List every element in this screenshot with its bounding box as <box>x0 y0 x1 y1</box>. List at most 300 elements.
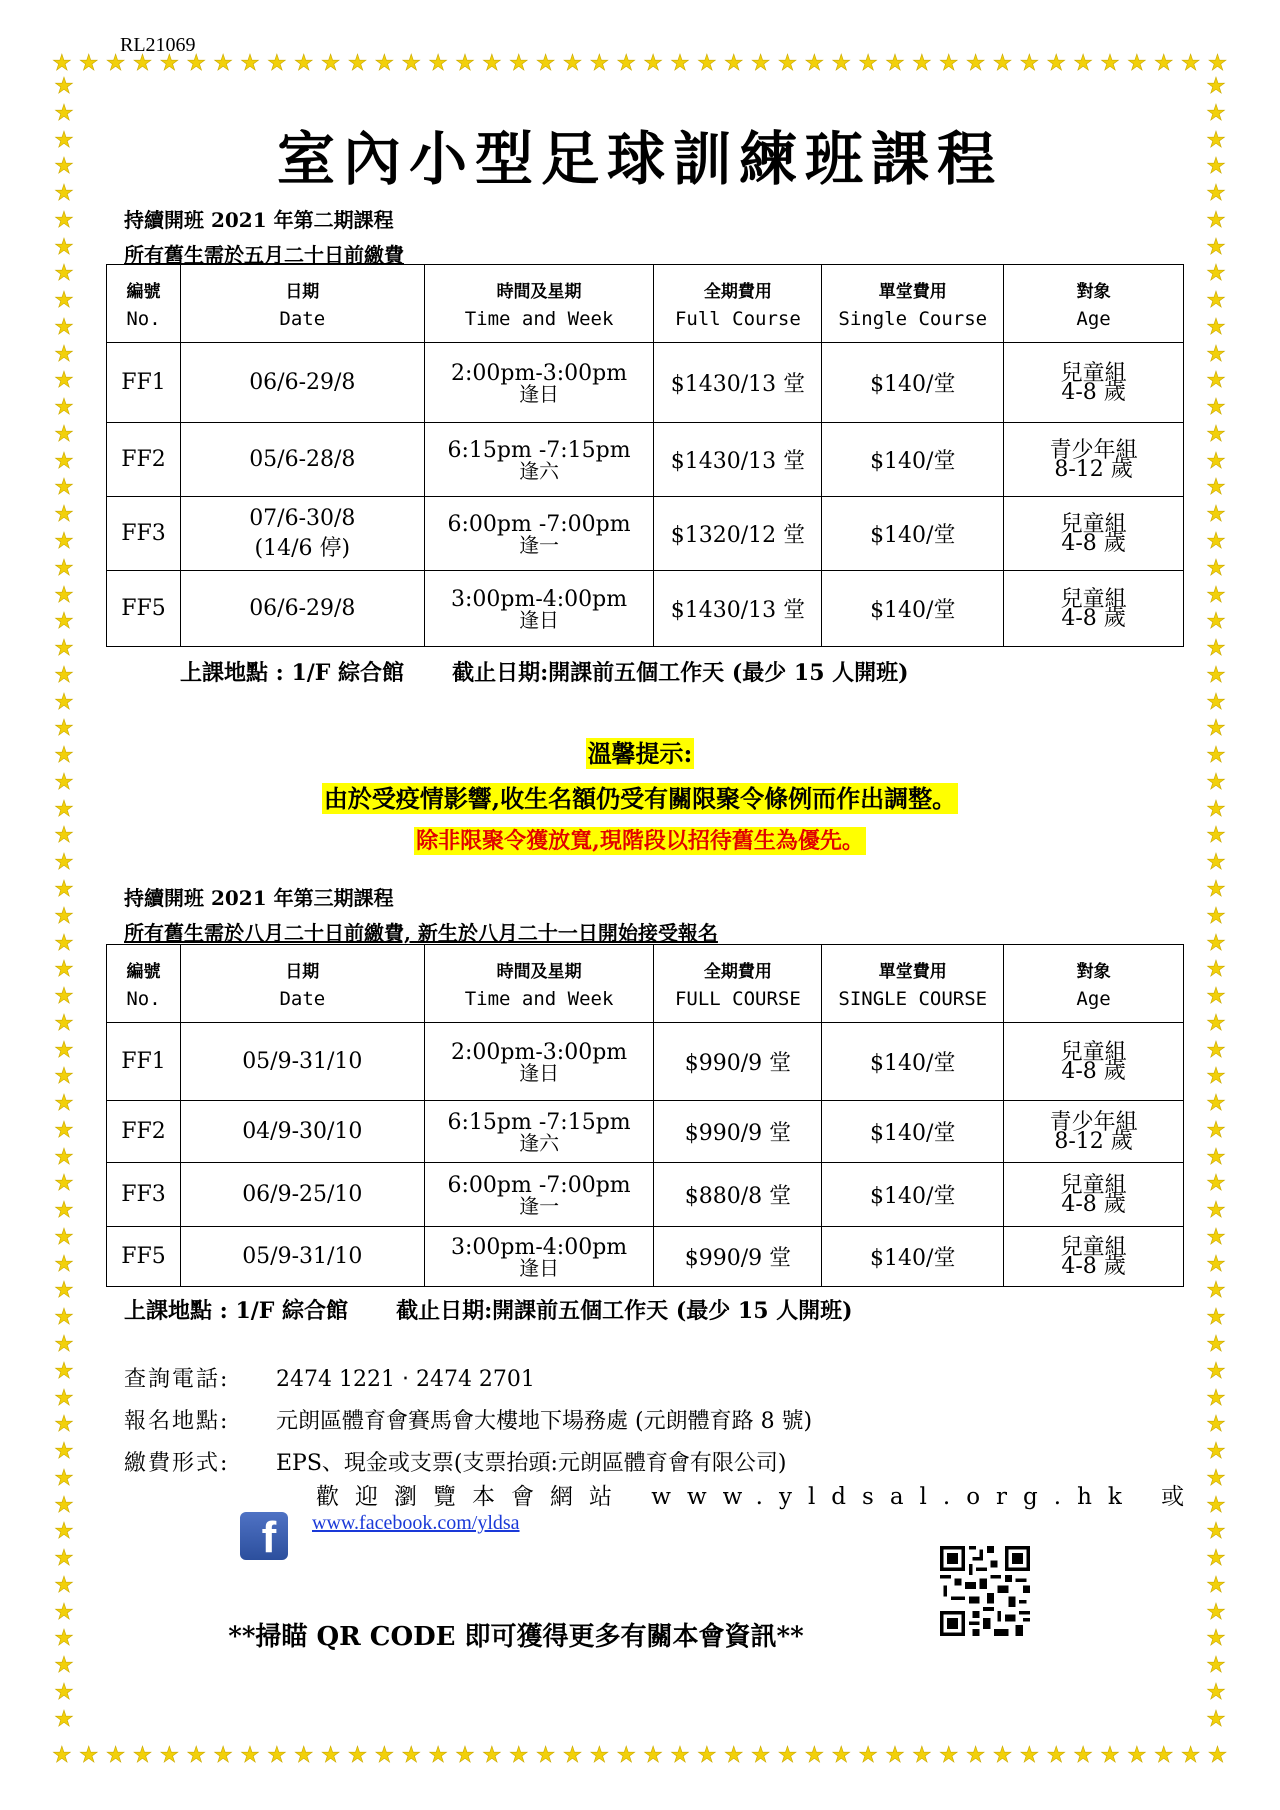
star-icon: ★ <box>1206 1519 1226 1545</box>
star-icon: ★ <box>54 823 74 849</box>
time-range: 3:00pm-4:00pm <box>450 586 628 612</box>
star-icon: ★ <box>240 1743 260 1768</box>
star-icon: ★ <box>54 207 74 233</box>
star-icon: ★ <box>777 1743 798 1768</box>
course-time <box>424 571 654 647</box>
header-date-en: Date <box>279 308 326 330</box>
course-time <box>424 1101 654 1163</box>
star-icon: ★ <box>723 51 744 76</box>
weekday: 逢一 <box>519 532 560 557</box>
star-icon: ★ <box>320 51 341 76</box>
weekday: 逢日 <box>519 607 560 632</box>
table-row <box>107 1227 1184 1287</box>
weekday: 逢六 <box>519 458 560 483</box>
course-code: FF3 <box>107 497 181 571</box>
star-icon: ★ <box>347 51 368 76</box>
star-icon: ★ <box>723 1743 744 1768</box>
star-icon: ★ <box>54 529 74 555</box>
course-date <box>180 571 424 647</box>
star-icon: ★ <box>1206 1412 1226 1438</box>
age-range: 4-8 歲 <box>1061 605 1126 631</box>
star-icon: ★ <box>54 421 74 447</box>
star-icon: ★ <box>1206 1706 1226 1732</box>
star-icon: ★ <box>992 1743 1013 1768</box>
star-icon: ★ <box>78 1743 99 1768</box>
age-range: 4-8 歲 <box>1061 379 1126 405</box>
star-icon: ★ <box>54 1278 74 1304</box>
star-icon: ★ <box>54 1144 74 1170</box>
star-icon: ★ <box>293 51 314 76</box>
star-icon: ★ <box>54 1599 74 1625</box>
header-no-en: No. <box>126 308 161 330</box>
course-code: FF3 <box>107 1163 181 1227</box>
course-time <box>424 423 654 497</box>
star-icon: ★ <box>54 555 74 581</box>
star-icon: ★ <box>54 1385 74 1411</box>
document-reference: RL21069 <box>120 34 196 56</box>
star-icon: ★ <box>1073 51 1093 76</box>
footer-qr-note: **掃瞄 QR CODE 即可獲得更多有關本會資訊** <box>228 1622 804 1652</box>
star-icon: ★ <box>1206 1626 1226 1652</box>
age-range: 4-8 歲 <box>1061 1191 1126 1217</box>
star-icon: ★ <box>1206 689 1226 715</box>
age-group <box>1004 1227 1184 1287</box>
star-icon: ★ <box>1206 448 1226 474</box>
star-icon: ★ <box>54 1492 74 1518</box>
star-icon: ★ <box>54 609 74 635</box>
star-icon: ★ <box>858 51 878 76</box>
group-name: 兒童組 <box>1060 1172 1127 1198</box>
header-single-zh: 單堂費用 <box>878 282 947 302</box>
star-icon: ★ <box>159 51 180 76</box>
star-icon: ★ <box>1206 582 1226 608</box>
star-icon: ★ <box>401 51 422 76</box>
star-icon: ★ <box>482 1743 502 1768</box>
star-icon: ★ <box>54 689 74 715</box>
star-icon: ★ <box>320 1743 341 1768</box>
star-icon: ★ <box>508 51 529 76</box>
star-icon: ★ <box>1206 502 1226 528</box>
star-icon: ★ <box>54 930 74 956</box>
star-icon: ★ <box>54 662 74 688</box>
address-line <box>124 1404 812 1435</box>
star-icon: ★ <box>54 1091 74 1117</box>
star-icon: ★ <box>213 51 233 76</box>
star-icon: ★ <box>54 74 74 99</box>
age-group <box>1004 423 1184 497</box>
star-icon: ★ <box>54 984 74 1010</box>
star-icon: ★ <box>54 341 74 367</box>
star-icon: ★ <box>589 1743 610 1768</box>
address-text: 元朗區體育會賽馬會大樓地下場務處 (元朗體育路 8 號) <box>276 1409 813 1434</box>
age-group <box>1004 497 1184 571</box>
star-icon: ★ <box>54 1331 74 1357</box>
star-icon: ★ <box>293 1743 314 1768</box>
star-icon: ★ <box>105 1743 126 1768</box>
header-time-zh: 時間及星期 <box>496 962 582 982</box>
star-icon: ★ <box>1206 555 1226 581</box>
star-icon: ★ <box>1206 1385 1226 1411</box>
header-date-en: Date <box>279 988 326 1010</box>
star-icon: ★ <box>1206 609 1226 635</box>
star-icon: ★ <box>1206 1599 1226 1625</box>
star-icon: ★ <box>1180 1743 1201 1768</box>
full-course-fee: $990/9 堂 <box>654 1227 822 1287</box>
table-row <box>107 497 1184 571</box>
star-icon: ★ <box>1206 368 1226 394</box>
age-group <box>1004 343 1184 423</box>
table-row <box>107 1101 1184 1163</box>
group-name: 兒童組 <box>1060 511 1127 537</box>
group-name: 青少年組 <box>1049 1109 1138 1135</box>
header-no <box>107 265 181 343</box>
term3-venue-line <box>124 1294 853 1325</box>
star-icon: ★ <box>885 1743 905 1768</box>
single-course-fee: $140/堂 <box>822 423 1004 497</box>
term3-payment-note: 所有舊生需於八月二十日前繳費, 新生於八月二十一日開始接受報名 <box>124 921 718 945</box>
star-icon: ★ <box>1127 1743 1147 1768</box>
group-name: 兒童組 <box>1060 360 1127 386</box>
table-row <box>107 1023 1184 1101</box>
star-icon: ★ <box>670 51 690 76</box>
header-age-en: Age <box>1076 988 1111 1010</box>
star-icon: ★ <box>965 1743 986 1768</box>
star-icon: ★ <box>54 1412 74 1438</box>
star-icon: ★ <box>132 1743 153 1768</box>
facebook-link[interactable]: www.facebook.com/yldsa <box>312 1512 520 1534</box>
date-range: 04/9-30/10 <box>242 1119 363 1144</box>
term3-title: 持續開班 2021 年第三期課程 <box>124 886 394 910</box>
star-icon: ★ <box>1100 51 1120 76</box>
star-icon: ★ <box>54 368 74 394</box>
term2-payment-note: 所有舊生需於五月二十日前繳費 <box>124 243 404 267</box>
star-icon: ★ <box>54 1358 74 1384</box>
star-icon: ★ <box>1206 421 1226 447</box>
date-range: 05/9-31/10 <box>242 1244 363 1269</box>
star-icon: ★ <box>1206 1278 1226 1304</box>
star-icon: ★ <box>54 448 74 474</box>
star-icon: ★ <box>938 1743 959 1768</box>
star-icon: ★ <box>1206 930 1226 956</box>
star-icon: ★ <box>54 100 74 126</box>
age-range: 4-8 歲 <box>1061 1058 1126 1084</box>
page-title: 室內小型足球訓練班課程 <box>276 125 1003 193</box>
header-no-zh: 編號 <box>126 962 161 982</box>
star-icon: ★ <box>912 51 932 76</box>
star-icon: ★ <box>1206 957 1226 983</box>
course-date <box>180 343 424 423</box>
notice-box <box>0 734 1280 855</box>
star-icon: ★ <box>374 51 395 76</box>
star-icon: ★ <box>1127 51 1147 76</box>
star-icon: ★ <box>54 957 74 983</box>
age-range: 8-12 歲 <box>1054 456 1133 482</box>
star-icon: ★ <box>455 51 475 76</box>
course-date <box>180 497 424 571</box>
term2-table <box>106 264 1184 647</box>
star-icon: ★ <box>54 1198 74 1224</box>
star-icon: ★ <box>1019 51 1040 76</box>
star-icon: ★ <box>455 1743 475 1768</box>
star-icon: ★ <box>804 1743 825 1768</box>
star-icon: ★ <box>1206 1251 1226 1277</box>
star-icon: ★ <box>750 1743 771 1768</box>
term2-deadline: 截止日期:開課前五個工作天 (最少 15 人開班) <box>452 660 909 686</box>
star-icon: ★ <box>54 876 74 902</box>
age-group <box>1004 571 1184 647</box>
star-icon: ★ <box>1206 314 1226 340</box>
weekday: 逢一 <box>519 1193 560 1218</box>
star-icon: ★ <box>54 1439 74 1465</box>
full-course-fee: $1430/13 堂 <box>654 343 822 423</box>
full-course-fee: $1320/12 堂 <box>654 497 822 571</box>
star-icon: ★ <box>54 1037 74 1063</box>
star-icon: ★ <box>54 1706 74 1732</box>
star-icon: ★ <box>1206 1064 1226 1090</box>
star-icon: ★ <box>1206 796 1226 822</box>
header-age-zh: 對象 <box>1076 282 1111 302</box>
star-icon: ★ <box>1206 207 1226 233</box>
single-course-fee: $140/堂 <box>822 1101 1004 1163</box>
star-icon: ★ <box>54 769 74 795</box>
star-icon: ★ <box>54 395 74 421</box>
facebook-icon[interactable]: f <box>240 1512 288 1560</box>
star-icon: ★ <box>1206 1117 1226 1143</box>
course-code: FF2 <box>107 1101 181 1163</box>
star-icon: ★ <box>697 51 717 76</box>
star-icon: ★ <box>1206 1037 1226 1063</box>
full-course-fee: $990/9 堂 <box>654 1023 822 1101</box>
star-icon: ★ <box>1206 1492 1226 1518</box>
star-icon: ★ <box>697 1743 717 1768</box>
age-range: 8-12 歲 <box>1054 1128 1133 1154</box>
star-icon: ★ <box>54 1546 74 1572</box>
star-icon: ★ <box>535 1743 556 1768</box>
term3-deadline: 截止日期:開課前五個工作天 (最少 15 人開班) <box>396 1298 853 1324</box>
phone-label: 查詢電話: <box>124 1367 230 1392</box>
star-icon: ★ <box>54 1572 74 1598</box>
star-icon: ★ <box>1206 1091 1226 1117</box>
star-icon: ★ <box>965 51 986 76</box>
star-icon: ★ <box>1206 984 1226 1010</box>
star-icon: ★ <box>54 1010 74 1036</box>
star-border-right <box>1204 76 1228 1731</box>
star-icon: ★ <box>858 1743 878 1768</box>
star-icon: ★ <box>750 51 771 76</box>
star-icon: ★ <box>1046 1743 1067 1768</box>
group-name: 兒童組 <box>1060 586 1127 612</box>
course-code: FF1 <box>107 1023 181 1101</box>
course-code: FF1 <box>107 343 181 423</box>
star-icon: ★ <box>1207 51 1228 76</box>
star-icon: ★ <box>1206 903 1226 929</box>
star-icon: ★ <box>1206 261 1226 287</box>
header-full-en: Full Course <box>674 308 801 330</box>
star-icon: ★ <box>885 51 905 76</box>
star-icon: ★ <box>54 903 74 929</box>
star-icon: ★ <box>54 288 74 314</box>
website-line: 歡迎瀏覽本會網站 www.yldsal.org.hk 或 <box>316 1484 1201 1510</box>
table-row <box>107 1163 1184 1227</box>
age-group <box>1004 1163 1184 1227</box>
notice-line-1: 由於受疫情影響,收生名額仍受有關限聚令條例而作出調整。 <box>323 784 957 813</box>
star-icon: ★ <box>1153 51 1174 76</box>
header-age-en: Age <box>1076 308 1111 330</box>
header-full-zh: 全期費用 <box>703 282 772 302</box>
star-icon: ★ <box>347 1743 368 1768</box>
star-icon: ★ <box>54 1519 74 1545</box>
star-icon: ★ <box>616 1743 637 1768</box>
star-icon: ★ <box>54 127 74 153</box>
star-icon: ★ <box>54 582 74 608</box>
time-range: 3:00pm-4:00pm <box>451 1234 628 1260</box>
star-icon: ★ <box>54 261 74 287</box>
star-icon: ★ <box>1206 100 1226 126</box>
star-icon: ★ <box>132 51 153 76</box>
weekday: 逢日 <box>519 381 560 406</box>
course-code: FF2 <box>107 423 181 497</box>
star-icon: ★ <box>267 51 287 76</box>
star-icon: ★ <box>643 51 663 76</box>
date-range: 05/6-28/8 <box>249 447 356 472</box>
course-time <box>424 497 654 571</box>
payment-label: 繳費形式: <box>124 1451 230 1476</box>
star-icon: ★ <box>1206 1331 1226 1357</box>
weekday: 逢六 <box>519 1130 560 1155</box>
course-code: FF5 <box>107 571 181 647</box>
star-icon: ★ <box>186 1743 207 1768</box>
star-icon: ★ <box>535 51 556 76</box>
star-icon: ★ <box>1206 1439 1226 1465</box>
header-date-zh: 日期 <box>285 962 320 982</box>
star-icon: ★ <box>1206 1171 1226 1197</box>
time-range: 6:00pm -7:00pm <box>447 511 631 537</box>
term2-venue-line <box>180 656 909 687</box>
age-group <box>1004 1023 1184 1101</box>
star-icon: ★ <box>1206 743 1226 769</box>
date-range: 06/6-29/8 <box>249 596 356 621</box>
course-code: FF5 <box>107 1227 181 1287</box>
single-course-fee: $140/堂 <box>822 1023 1004 1101</box>
course-date <box>180 423 424 497</box>
star-icon: ★ <box>1206 529 1226 555</box>
single-course-fee: $140/堂 <box>822 1227 1004 1287</box>
date-range: 06/9-25/10 <box>242 1182 363 1207</box>
notice-line-2: 除非限聚令獲放寬,現階段以招待舊生為優先。 <box>416 828 864 854</box>
star-icon: ★ <box>1207 1743 1228 1768</box>
time-range: 6:15pm -7:15pm <box>447 437 631 463</box>
header-time-en: Time and Week <box>464 308 614 330</box>
date-range: 07/6-30/8 <box>249 505 356 531</box>
star-icon: ★ <box>1073 1743 1093 1768</box>
header-date-zh: 日期 <box>285 282 320 302</box>
star-icon: ★ <box>54 1305 74 1331</box>
header-age-zh: 對象 <box>1076 962 1111 982</box>
star-icon: ★ <box>54 154 74 180</box>
age-range: 4-8 歲 <box>1061 1253 1126 1279</box>
date-range: 06/6-29/8 <box>249 370 356 395</box>
star-icon: ★ <box>1206 850 1226 876</box>
star-icon: ★ <box>54 1251 74 1277</box>
full-course-fee: $1430/13 堂 <box>654 423 822 497</box>
group-name: 青少年組 <box>1049 437 1138 463</box>
star-icon: ★ <box>1180 51 1201 76</box>
star-icon: ★ <box>401 1743 422 1768</box>
full-course-fee: $1430/13 堂 <box>654 571 822 647</box>
star-icon: ★ <box>1206 876 1226 902</box>
star-icon: ★ <box>1206 395 1226 421</box>
star-icon: ★ <box>1206 1144 1226 1170</box>
star-icon: ★ <box>1206 716 1226 742</box>
phone-line <box>124 1362 535 1393</box>
payment-text: EPS、現金或支票(支票抬頭:元朗區體育會有限公司) <box>276 1451 787 1476</box>
course-time <box>424 1023 654 1101</box>
header-full-course <box>654 265 822 343</box>
star-icon: ★ <box>508 1743 529 1768</box>
star-icon: ★ <box>992 51 1013 76</box>
date-note: (14/6 停) <box>254 535 351 561</box>
table-row <box>107 571 1184 647</box>
star-icon: ★ <box>1206 1010 1226 1036</box>
group-name: 兒童組 <box>1060 1039 1127 1065</box>
star-icon: ★ <box>54 181 74 207</box>
star-icon: ★ <box>1206 154 1226 180</box>
star-icon: ★ <box>562 51 583 76</box>
header-single-zh: 單堂費用 <box>878 962 947 982</box>
star-icon: ★ <box>186 51 207 76</box>
header-date <box>180 265 424 343</box>
payment-line <box>124 1446 787 1477</box>
header-age <box>1004 945 1184 1023</box>
star-icon: ★ <box>804 51 825 76</box>
star-icon: ★ <box>1206 74 1226 99</box>
star-icon: ★ <box>1206 1198 1226 1224</box>
star-icon: ★ <box>1153 1743 1174 1768</box>
star-icon: ★ <box>105 51 126 76</box>
star-icon: ★ <box>777 51 798 76</box>
table-header-row <box>107 945 1184 1023</box>
header-single-course <box>822 265 1004 343</box>
star-icon: ★ <box>54 475 74 501</box>
star-icon: ★ <box>54 1171 74 1197</box>
header-no-zh: 編號 <box>126 282 161 302</box>
header-no-en: No. <box>126 988 161 1010</box>
course-date <box>180 1101 424 1163</box>
star-icon: ★ <box>54 1465 74 1491</box>
star-icon: ★ <box>159 1743 180 1768</box>
time-range: 2:00pm-3:00pm <box>451 1039 628 1065</box>
header-age <box>1004 265 1184 343</box>
star-icon: ★ <box>54 850 74 876</box>
star-icon: ★ <box>1100 1743 1120 1768</box>
weekday: 逢日 <box>519 1060 560 1085</box>
age-group <box>1004 1101 1184 1163</box>
star-icon: ★ <box>428 1743 448 1768</box>
course-time <box>424 343 654 423</box>
star-icon: ★ <box>54 314 74 340</box>
address-label: 報名地點: <box>124 1409 230 1434</box>
single-course-fee: $140/堂 <box>822 343 1004 423</box>
star-icon: ★ <box>54 1626 74 1652</box>
star-border-bottom <box>52 1744 1228 1768</box>
date-range: 05/9-31/10 <box>242 1049 363 1074</box>
table-row <box>107 343 1184 423</box>
star-icon: ★ <box>1019 1743 1040 1768</box>
table-header-row <box>107 265 1184 343</box>
star-icon: ★ <box>1206 127 1226 153</box>
star-icon: ★ <box>1046 51 1067 76</box>
star-icon: ★ <box>1206 1305 1226 1331</box>
